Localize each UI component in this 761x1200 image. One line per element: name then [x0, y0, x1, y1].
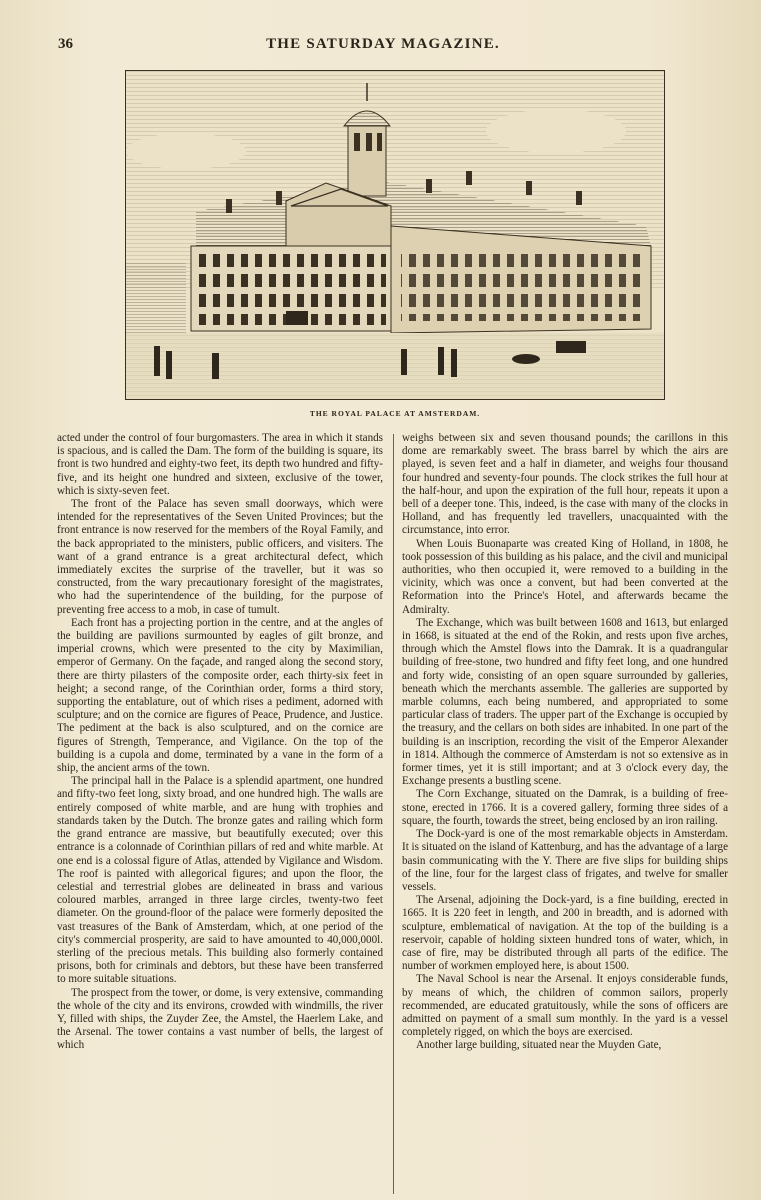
- right-paragraph-8: Another large building, situated near the Muyden Gate,: [416, 1039, 662, 1052]
- left-paragraph-5: The prospect from the tower, or dome, is very extensive, commanding the whole of the city and its environs, crowded with windmills, the river Y, filled with ships, the Zuyder Zee, the Amstel, the Haerlem Lake, and the Arsenal. The tower contains a vast number of bells, the largest of which: [57, 986, 383, 1052]
- illustration-caption: THE ROYAL PALACE AT AMSTERDAM.: [309, 409, 481, 418]
- right-paragraph-3: The Exchange, which was built between 1608 and 1613, but enlarged in 1668, is situated at the end of the Rokin, and rests upon five arches, through which the Amstel flows into the Damrak. It is a quadrangular building of free-stone, two hundred and fifty feet long, and one hundred and forty wide, consisting of an open square surrounded by galleries, beneath which the merchants assemble. The galleries are supported by marble columns, each being numbered, and appropriated to some particular class of traders. The upper part of the Exchange is occupied by the treasury, and the cellars on both sides are inhabited. In one part of the building is an inscription, recording the visit of the Emperor Alexander in 1814. Although the commerce of Amsterdam is not so extensive as in former times, yet it is still important; and at 3 o'clock every day, the Exchange presents a bustling scene.: [402, 616, 728, 788]
- page-number: 36: [58, 36, 73, 52]
- column-divider: [393, 434, 394, 1194]
- right-paragraph-5: The Dock-yard is one of the most remarkable objects in Amsterdam. It is situated on the island of Kattenburg, and has the advantage of a large basin communicating with the Y. There are five slips for building ships of the line, four for the largest class of frigates, and twelve for smaller vessels.: [402, 828, 728, 893]
- right-paragraph-4: The Corn Exchange, situated on the Damrak, is a building of free-stone, erected in 1766. It is a covered gallery, forming three sides of a square, the fourth, towards the street, being enclosed by an iron railing.: [402, 788, 728, 827]
- right-paragraph-2: When Louis Buonaparte was created King of Holland, in 1808, he took possession of this building as his palace, and the civil and municipal authorities, who then occupied it, were removed to a building in the vicinity, which was once a convent, but had been converted at the Reformation into the Prince's Hotel, and afterwards became the Admiralty.: [402, 537, 728, 616]
- left-paragraph-2: The front of the Palace has seven small doorways, which were intended for the representatives of the Seven United Provinces; but the front entrance is now reserved for the members of the Royal Family, and the back appropriated to the ministers, public officers, and visiters. The want of a grand entrance is a great architectural defect, which immediately excites the surprise of the traveller, but it was so constructed, from the wary precautionary foresight of the magistrates, who had the superintendence of the building, for the purpose of preventing free access to a mob, in case of tumult.: [57, 498, 383, 616]
- right-paragraph-6: The Arsenal, adjoining the Dock-yard, is a fine building, erected in 1665. It is 220 feet in length, and 200 in breadth, and is adorned with sculpture, emblematical of navigation. At the top of the building is a reservoir, capable of holding sixteen hundred tons of water, which, in case of fire, may be distributed through all parts of the edifice. The number of workmen employed here, is about 1500.: [402, 894, 728, 973]
- right-column: [402, 432, 728, 1196]
- left-paragraph-1: acted under the control of four burgomasters. The area in which it stands is spacious, and is called the Dam. The form of the building is square, its front is two hundred and eighty-two feet, its depth two hundred and fifty-five, and its height one hundred and sixteen, exclusive of the tower, which is sixty-seven feet.: [57, 432, 383, 497]
- palace-engraving: [125, 70, 665, 400]
- right-paragraph-1: weighs between six and seven thousand pounds; the carillons in this dome are remarkably sweet. The brass barrel by which the airs are played, is seven feet and a half in diameter, and weighs four thousand four hundred and seventy-four pounds. The clock strikes the full hour at the half-hour, and upon the expiration of the full hour, repeats it upon a bell of a deeper tone. This, indeed, is the case with many of the clocks in Holland, and has frequently led travellers, unacquainted with the circumstance, into error.: [402, 432, 728, 537]
- running-title: THE SATURDAY MAGAZINE.: [266, 36, 500, 52]
- left-paragraph-4: The principal hall in the Palace is a splendid apartment, one hundred and fifty-two feet long, sixty broad, and one hundred high. The walls are entirely composed of white marble, and are hung with trophies and standards taken by the Dutch. The bronze gates and railing which form the grand entrance are massive, but beautifully executed; over this entrance is a colonnade of Corinthian pillars of red and white marble. At one end is a colossal figure of Atlas, attended by Vigilance and Wisdom. The roof is painted with allegorical figures; and upon the floor, the celestial and terrestrial globes are delineated in brass and various coloured marbles, arranged in three large circles, twenty-two feet diameter. On the ground-floor of the palace were formerly deposited the vast treasures of the Bank of Amsterdam, which, at one period of the city's commercial prosperity, are said to have amounted to 40,000,000l. sterling of the precious metals. This building also formerly contained prisons, both for criminals and debtors, but these have been transferred to more suitable situations.: [57, 775, 383, 986]
- left-paragraph-3: Each front has a projecting portion in the centre, and at the angles of the building are pavilions surmounted by eagles of gilt bronze, and imperial crowns, which were presented to the city by Maximilian, emperor of Germany. On the façade, and ranged along the second story, there are thirty pilasters of the composite order, each thirty-six feet in height; a second range, of the Corinthian order, forms a third story, supporting the entablature, out of which rises a pediment, adorned with sculpture; and on the cornice are figures of Peace, Prudence, and Justice. The pediment at the back is also sculptured, and on the cornice are figures of Strength, Temperance, and Vigilance. On the top of the building is a cupola and dome, terminated by a vane in the form of a ship, the ancient arms of the town.: [57, 616, 383, 775]
- left-column: [57, 432, 383, 1196]
- page-header: [58, 36, 708, 58]
- right-paragraph-7: The Naval School is near the Arsenal. It enjoys considerable funds, by means of which, the children of common sailors, properly recommended, are educated gratuitously, while the sons of officers are admitted on payment of a small sum monthly. In the yard is a vessel completely rigged, on which the boys are exercised.: [402, 973, 728, 1039]
- palace-engraving-drawing: [126, 71, 665, 400]
